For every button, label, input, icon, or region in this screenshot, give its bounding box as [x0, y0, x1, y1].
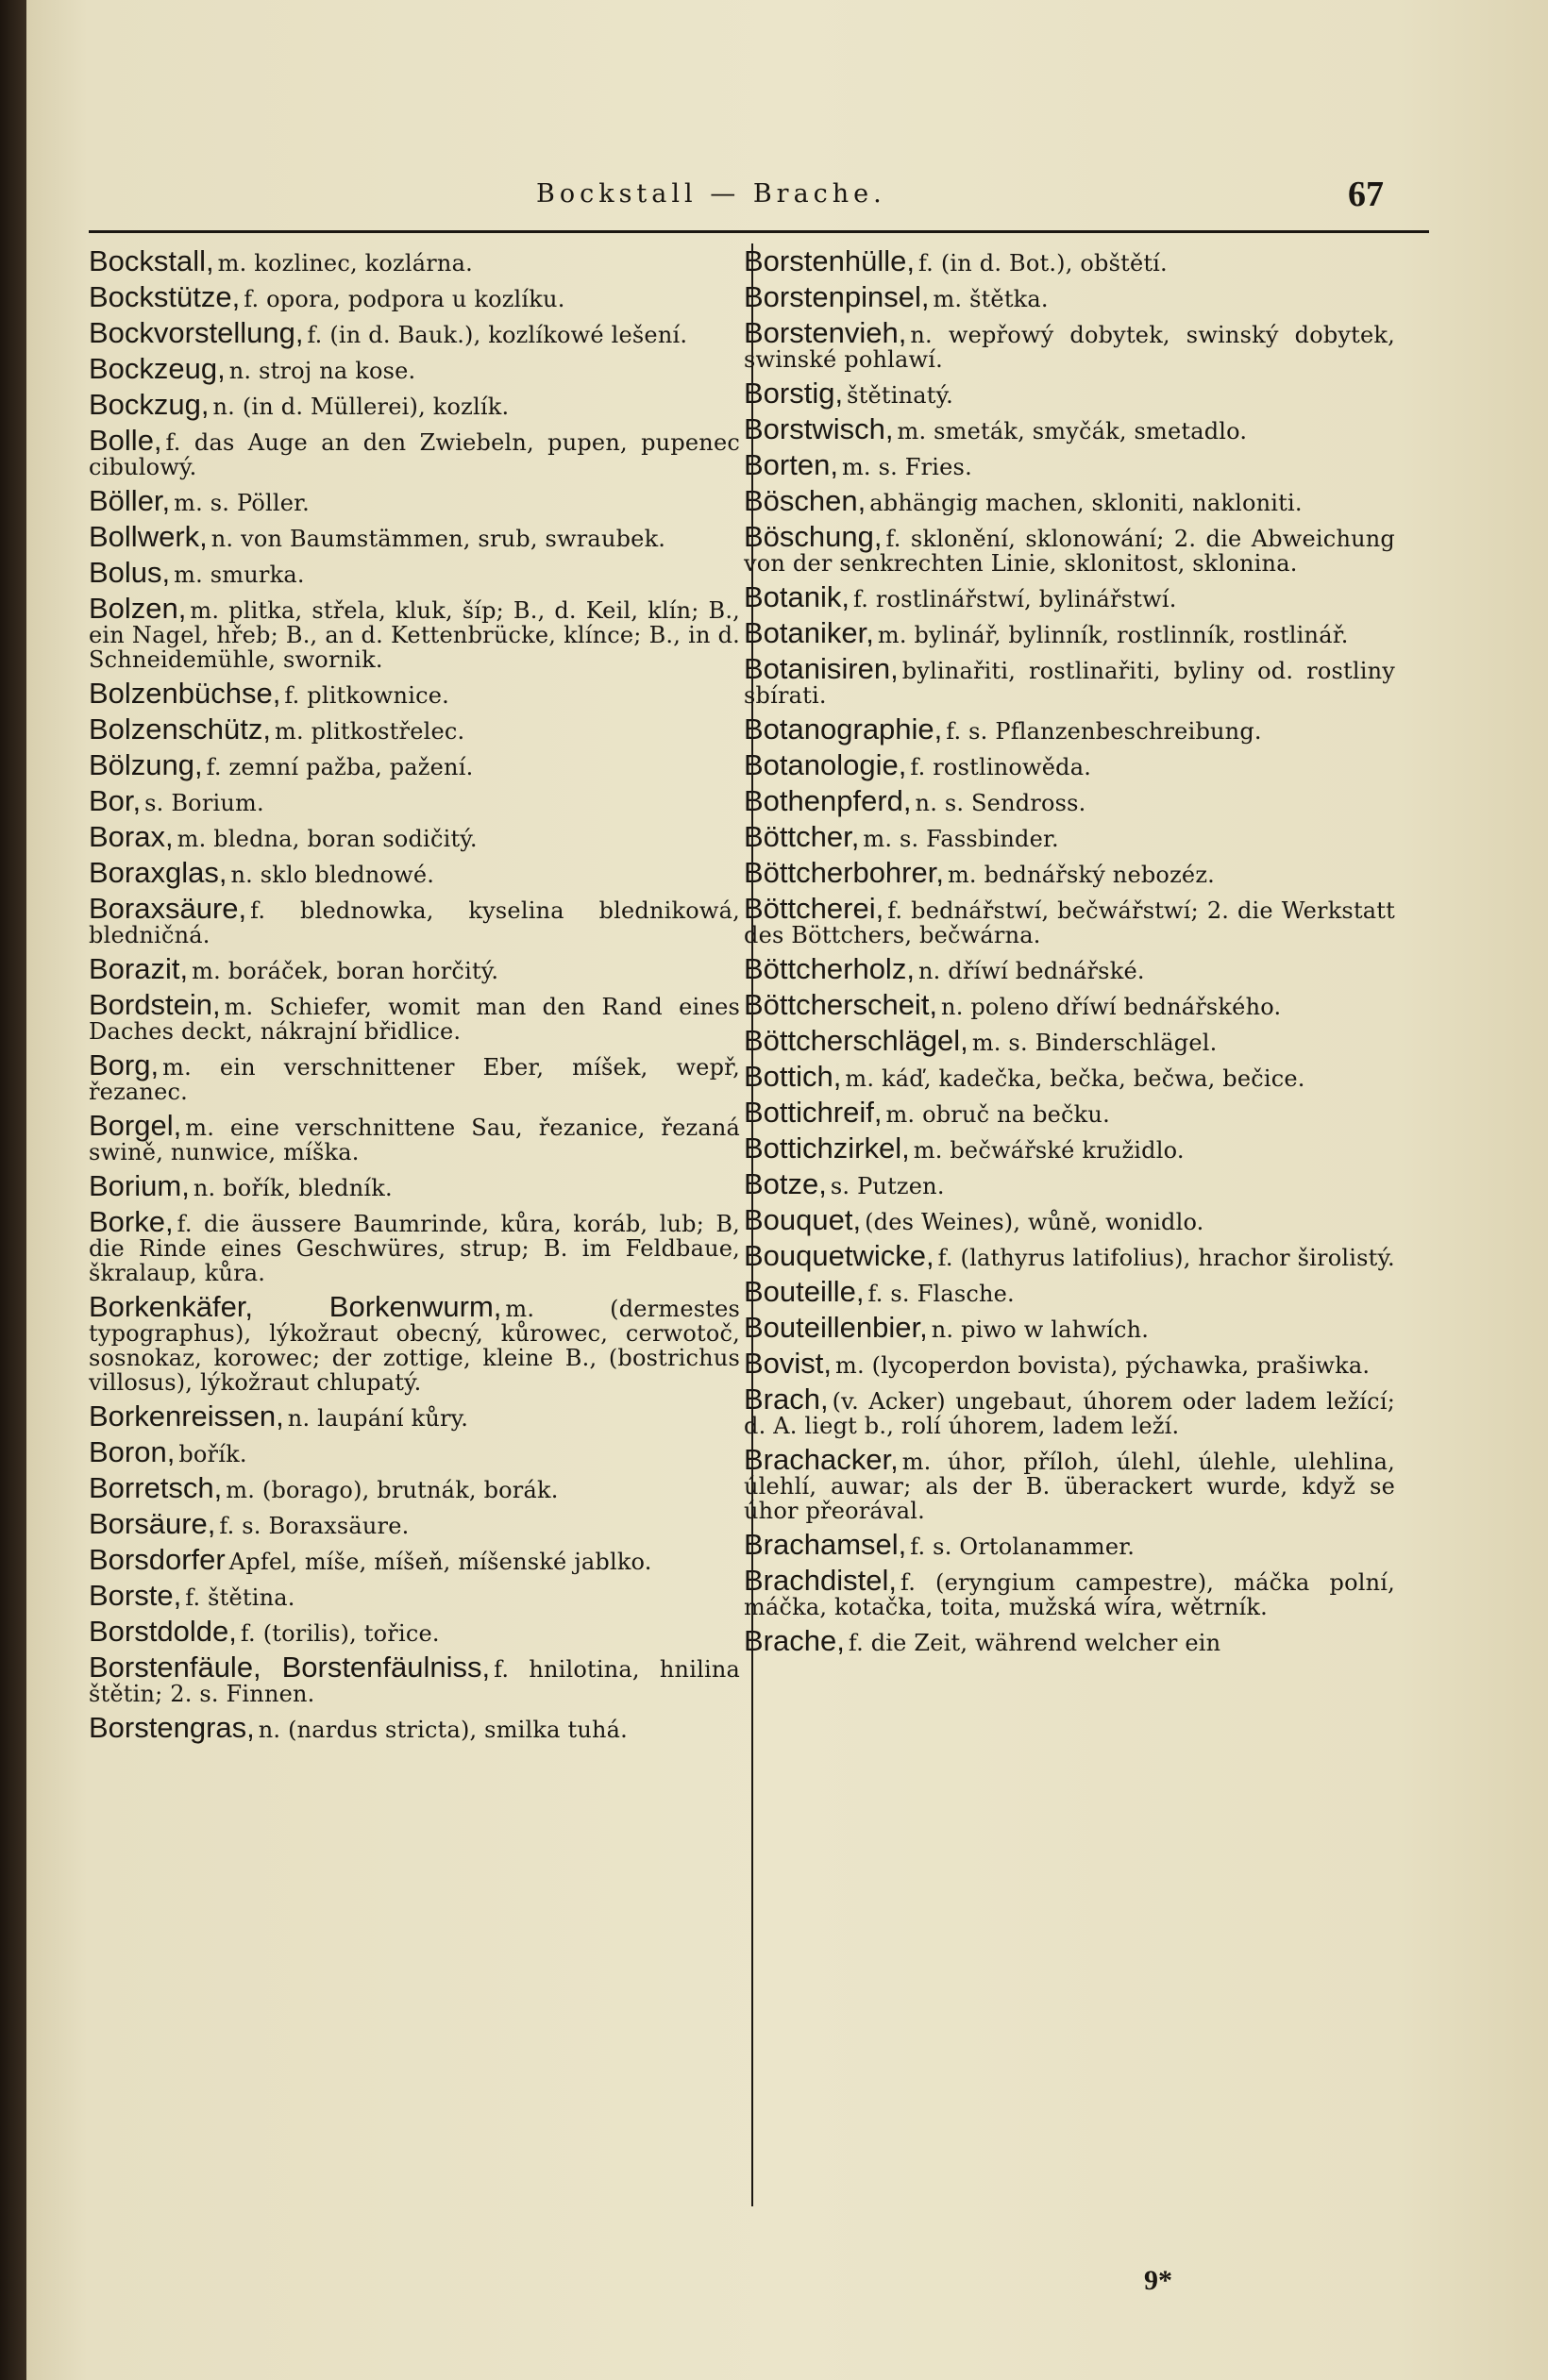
dictionary-entry [744, 1383, 1395, 1439]
definition: f. bednářstwí, bečwářstwí; 2. die Werkstatt des Böttchers, bečwárna. [744, 897, 1395, 948]
dictionary-entry [744, 244, 1395, 277]
definition: f. zemní pažba, pažení. [206, 754, 474, 780]
headword: Botanik, [744, 580, 850, 613]
headword: Bockzeug, [89, 352, 226, 385]
dictionary-entry [744, 448, 1395, 481]
headword: Borstig, [744, 377, 844, 410]
dictionary-entry [89, 1579, 740, 1612]
headword: Borkenreissen, [89, 1400, 284, 1433]
headword: Borstengras, [89, 1711, 255, 1744]
definition: m. (lycoperdon bovista), pýchawka, prašiwka. [835, 1352, 1371, 1379]
page-number: 67 [1348, 175, 1384, 214]
dictionary-entry [744, 652, 1395, 709]
definition: n. bořík, bledník. [193, 1175, 393, 1201]
headword: Bor, [89, 784, 142, 817]
definition: f. s. Pflanzenbeschreibung. [946, 718, 1262, 745]
dictionary-entry [744, 952, 1395, 985]
headword: Bockvorstellung, [89, 316, 304, 349]
dictionary-entry [744, 520, 1395, 577]
dictionary-entry [89, 424, 740, 480]
headword: Böttcherei, [744, 892, 884, 925]
headword: Botze, [744, 1167, 827, 1200]
definition: f. rostlinowěda. [910, 754, 1092, 780]
right-column [744, 244, 1395, 1665]
dictionary-entry [744, 616, 1395, 649]
definition: f. (torilis), tořice. [240, 1620, 440, 1647]
headword: Bockstall, [89, 244, 214, 277]
headword: Borg, [89, 1048, 160, 1081]
headword: Bollwerk, [89, 520, 208, 553]
headword: Borstenhülle, [744, 244, 915, 277]
dictionary-entry [89, 520, 740, 553]
headword: Bolzenbüchse, [89, 677, 281, 710]
headword: Bottichzirkel, [744, 1131, 910, 1165]
headword: Borstenvieh, [744, 316, 907, 349]
dictionary-entry [89, 1169, 740, 1202]
headword: Bouteille, [744, 1275, 865, 1308]
headword: Böschen, [744, 484, 867, 517]
dictionary-entry [89, 712, 740, 746]
dictionary-entry [744, 484, 1395, 517]
headword: Bolus, [89, 556, 171, 589]
headword: Botanisiren, [744, 652, 899, 685]
headword: Borstenfäule, Borstenfäulniss, [89, 1651, 491, 1684]
definition: f. rostlinářstwí, bylinářstwí. [853, 586, 1177, 612]
definition: f. s. Flasche. [867, 1281, 1015, 1307]
definition: f. (in d. Bauk.), kozlíkowé lešení. [307, 322, 688, 348]
definition: m. (dermestes typographus), lýkožraut obecný, kůrowec, cerwotoč, sosnokaz, korowec; der zottige, kleine B., (bostrichus villosus), lýkožraut chlupatý. [89, 1296, 740, 1396]
dictionary-entry [744, 377, 1395, 410]
headword: Böttcherschlägel, [744, 1024, 968, 1057]
definition: m. smeták, smyčák, smetadlo. [897, 418, 1248, 444]
headword: Bouteillenbier, [744, 1311, 928, 1344]
dictionary-entry [89, 1109, 740, 1165]
dictionary-entry [89, 1048, 740, 1105]
definition: n. von Baumstämmen, srub, swraubek. [210, 526, 666, 552]
definition: (des Weines), wůně, wonidlo. [865, 1209, 1204, 1235]
headword: Brache, [744, 1624, 845, 1657]
dictionary-entry [744, 892, 1395, 948]
dictionary-entry [89, 1711, 740, 1744]
definition: m. s. Binderschlägel. [971, 1030, 1218, 1056]
dictionary-entry [744, 1060, 1395, 1093]
dictionary-page [26, 0, 1548, 2380]
headword: Borsäure, [89, 1507, 216, 1540]
headword: Böttcher, [744, 820, 860, 853]
dictionary-entry [89, 556, 740, 589]
dictionary-entry [89, 280, 740, 313]
headword: Borstdolde, [89, 1615, 237, 1648]
headword: Boraxsäure, [89, 892, 247, 925]
dictionary-entry [89, 1651, 740, 1707]
headword: Bockzug, [89, 388, 210, 421]
dictionary-entry [744, 712, 1395, 746]
dictionary-entry [89, 1435, 740, 1468]
definition: f. s. Boraxsäure. [219, 1513, 410, 1539]
definition: f. plitkownice. [284, 682, 449, 709]
headword: Bovist, [744, 1347, 833, 1380]
definition: n. piwo w lahwích. [931, 1316, 1150, 1343]
headword: Bouquetwicke, [744, 1239, 934, 1272]
definition: m. bledna, boran sodičitý. [177, 826, 478, 852]
definition: m. bečwářské kružidlo. [913, 1137, 1185, 1164]
dictionary-entry [89, 1543, 740, 1576]
definition: m. boráček, boran horčitý. [192, 958, 499, 984]
dictionary-entry [89, 748, 740, 781]
definition: m. (borago), brutnák, borák. [226, 1477, 559, 1503]
definition: m. obruč na bečku. [885, 1101, 1110, 1128]
dictionary-entry [744, 1131, 1395, 1165]
dictionary-entry [89, 1615, 740, 1648]
dictionary-entry [89, 592, 740, 673]
headword: Borium, [89, 1169, 190, 1202]
definition: f. sklonění, sklonowání; 2. die Abweichung von der senkrechten Linie, sklonitost, sklonina. [744, 526, 1395, 577]
definition: m. ein verschnittener Eber, míšek, wepř, řezanec. [89, 1054, 740, 1105]
definition: štětinatý. [847, 382, 954, 409]
definition: f. (eryngium campestre), máčka polní, máčka, kotačka, toita, mužská wíra, wětrník. [744, 1569, 1395, 1620]
definition: m. plitkostřelec. [275, 718, 465, 745]
definition: m. eine verschnittene Sau, řezanice, řezaná swině, nunwice, míška. [89, 1115, 740, 1165]
definition: bylinařiti, rostlinařiti, byliny od. rostliny sbírati. [744, 658, 1395, 709]
definition: m. bylinář, bylinník, rostlinník, rostlinář. [877, 622, 1349, 648]
definition: f. das Auge an den Zwiebeln, pupen, pupenec cibulowý. [89, 429, 740, 480]
headword: Borke, [89, 1205, 174, 1238]
definition: n. dříwí bednářské. [917, 958, 1145, 984]
dictionary-entry [744, 1624, 1395, 1657]
dictionary-entry [744, 1311, 1395, 1344]
header-rule [89, 230, 1429, 233]
dictionary-entry [89, 952, 740, 985]
dictionary-entry [744, 1203, 1395, 1236]
dictionary-entry [89, 677, 740, 710]
headword: Borsdorfer [89, 1543, 226, 1576]
headword: Borste, [89, 1579, 182, 1612]
dictionary-entry [89, 856, 740, 889]
headword: Borten, [744, 448, 838, 481]
headword: Böschung, [744, 520, 883, 553]
dictionary-entry [744, 1096, 1395, 1129]
definition: m. kozlinec, kozlárna. [217, 250, 473, 277]
definition: f. štětina. [185, 1584, 295, 1611]
dictionary-entry [89, 388, 740, 421]
dictionary-entry [744, 988, 1395, 1021]
dictionary-entry [744, 1564, 1395, 1620]
headword: Böttcherbohrer, [744, 856, 944, 889]
dictionary-entry [89, 1290, 740, 1396]
headword: Bottich, [744, 1060, 842, 1093]
dictionary-entry [744, 280, 1395, 313]
definition: n. (in d. Müllerei), kozlík. [212, 394, 510, 420]
definition: f. s. Ortolanammer. [910, 1534, 1136, 1560]
definition: abhängig machen, skloniti, nakloniti. [869, 490, 1303, 516]
headword: Bölzung, [89, 748, 203, 781]
definition: m. s. Fassbinder. [863, 826, 1059, 852]
headword: Boron, [89, 1435, 176, 1468]
dictionary-entry [744, 748, 1395, 781]
headword: Brach, [744, 1383, 829, 1416]
definition: m. káď, kadečka, bečka, bečwa, bečice. [845, 1065, 1305, 1092]
definition: n. sklo blednowé. [230, 862, 435, 888]
headword: Brachdistel, [744, 1564, 897, 1597]
headword: Bolle, [89, 424, 162, 457]
dictionary-entry [744, 1167, 1395, 1200]
headword: Borretsch, [89, 1471, 223, 1504]
definition: (v. Acker) ungebaut, úhorem oder ladem ležící; d. A. liegt b., rolí úhorem, ladem leží. [744, 1388, 1395, 1439]
book-spine-shadow [0, 0, 26, 2380]
headword: Borax, [89, 820, 174, 853]
dictionary-entry [744, 316, 1395, 373]
dictionary-entry [744, 1275, 1395, 1308]
definition: m. plitka, střela, kluk, šíp; B., d. Keil, klín; B., ein Nagel, hřeb; B., an d. Kettenbrücke, klínce; B., in d. Schneidemühle, swornik. [89, 597, 740, 673]
headword: Borstwisch, [744, 412, 894, 445]
definition: f. hnilotina, hnilina štětin; 2. s. Finnen. [89, 1656, 740, 1707]
definition: m. štětka. [933, 286, 1049, 312]
definition: n. s. Sendross. [915, 790, 1086, 816]
headword: Botanologie, [744, 748, 907, 781]
dictionary-entry [89, 892, 740, 948]
headword: Bothenpferd, [744, 784, 912, 817]
definition: f. (lathyrus latifolius), hrachor širolistý. [937, 1245, 1395, 1271]
definition: f. blednowka, kyselina blednikowá, bledničná. [89, 897, 740, 948]
definition: Apfel, míše, míšeň, míšenské jablko. [228, 1549, 652, 1575]
definition: n. stroj na kose. [228, 358, 416, 384]
headword: Brachacker, [744, 1443, 899, 1476]
dictionary-entry [89, 352, 740, 385]
headword: Bouquet, [744, 1203, 862, 1236]
dictionary-entry [89, 988, 740, 1045]
signature-mark: 9* [1144, 2265, 1172, 2296]
headword: Borstenpinsel, [744, 280, 930, 313]
definition: s. Putzen. [830, 1173, 945, 1199]
headword: Bolzenschütz, [89, 712, 271, 746]
left-column [89, 244, 740, 1751]
definition: f. die Zeit, während welcher ein [848, 1630, 1221, 1656]
headword: Bolzen, [89, 592, 187, 625]
definition: n. laupání kůry. [287, 1405, 469, 1432]
definition: n. wepřowý dobytek, swinský dobytek, swinské pohlawí. [744, 322, 1395, 373]
dictionary-entry [744, 580, 1395, 613]
dictionary-entry [744, 1024, 1395, 1057]
dictionary-entry [744, 1443, 1395, 1524]
headword: Botaniker, [744, 616, 874, 649]
headword: Bottichreif, [744, 1096, 883, 1129]
definition: f. die äussere Baumrinde, kůra, koráb, lub; B, die Rinde eines Geschwüres, strup; B. im Feldbaue, škralaup, kůra. [89, 1211, 740, 1286]
running-head: Bockstall — Brache. [536, 179, 886, 209]
headword: Böttcherscheit, [744, 988, 938, 1021]
headword: Borkenkäfer, Borkenwurm, [89, 1290, 502, 1323]
dictionary-entry [744, 1347, 1395, 1380]
headword: Böttcherholz, [744, 952, 915, 985]
headword: Bockstütze, [89, 280, 241, 313]
dictionary-entry [89, 1471, 740, 1504]
dictionary-entry [744, 1528, 1395, 1561]
dictionary-entry [89, 316, 740, 349]
headword: Borgel, [89, 1109, 182, 1142]
dictionary-entry [89, 1507, 740, 1540]
definition: m. úhor, příloh, úlehl, úlehle, ulehlina, úlehlí, auwar; als der B. überackert wurde, když se úhor přeorával. [744, 1449, 1395, 1524]
dictionary-entry [744, 784, 1395, 817]
definition: f. opora, podpora u kozlíku. [244, 286, 565, 312]
dictionary-entry [89, 820, 740, 853]
definition: n. (nardus stricta), smilka tuhá. [258, 1717, 628, 1743]
dictionary-entry [89, 784, 740, 817]
dictionary-entry [744, 412, 1395, 445]
dictionary-entry [89, 244, 740, 277]
dictionary-entry [744, 1239, 1395, 1272]
dictionary-entry [89, 484, 740, 517]
dictionary-entry [89, 1205, 740, 1286]
definition: m. s. Pöller. [174, 490, 311, 516]
definition: s. Borium. [144, 790, 264, 816]
headword: Boraxglas, [89, 856, 227, 889]
headword: Bordstein, [89, 988, 221, 1021]
definition: m. smurka. [174, 561, 305, 588]
definition: n. poleno dříwí bednářského. [941, 994, 1282, 1020]
headword: Borazit, [89, 952, 189, 985]
definition: bořík. [178, 1441, 247, 1467]
dictionary-entry [744, 820, 1395, 853]
definition: m. bednářský nebozéz. [947, 862, 1215, 888]
definition: f. (in d. Bot.), obštětí. [917, 250, 1168, 277]
dictionary-entry [89, 1400, 740, 1433]
definition: m. s. Fries. [841, 454, 972, 480]
definition: m. Schiefer, womit man den Rand eines Daches deckt, nákrajní břidlice. [89, 994, 740, 1045]
headword: Böller, [89, 484, 171, 517]
headword: Botanographie, [744, 712, 943, 746]
dictionary-entry [744, 856, 1395, 889]
headword: Brachamsel, [744, 1528, 907, 1561]
